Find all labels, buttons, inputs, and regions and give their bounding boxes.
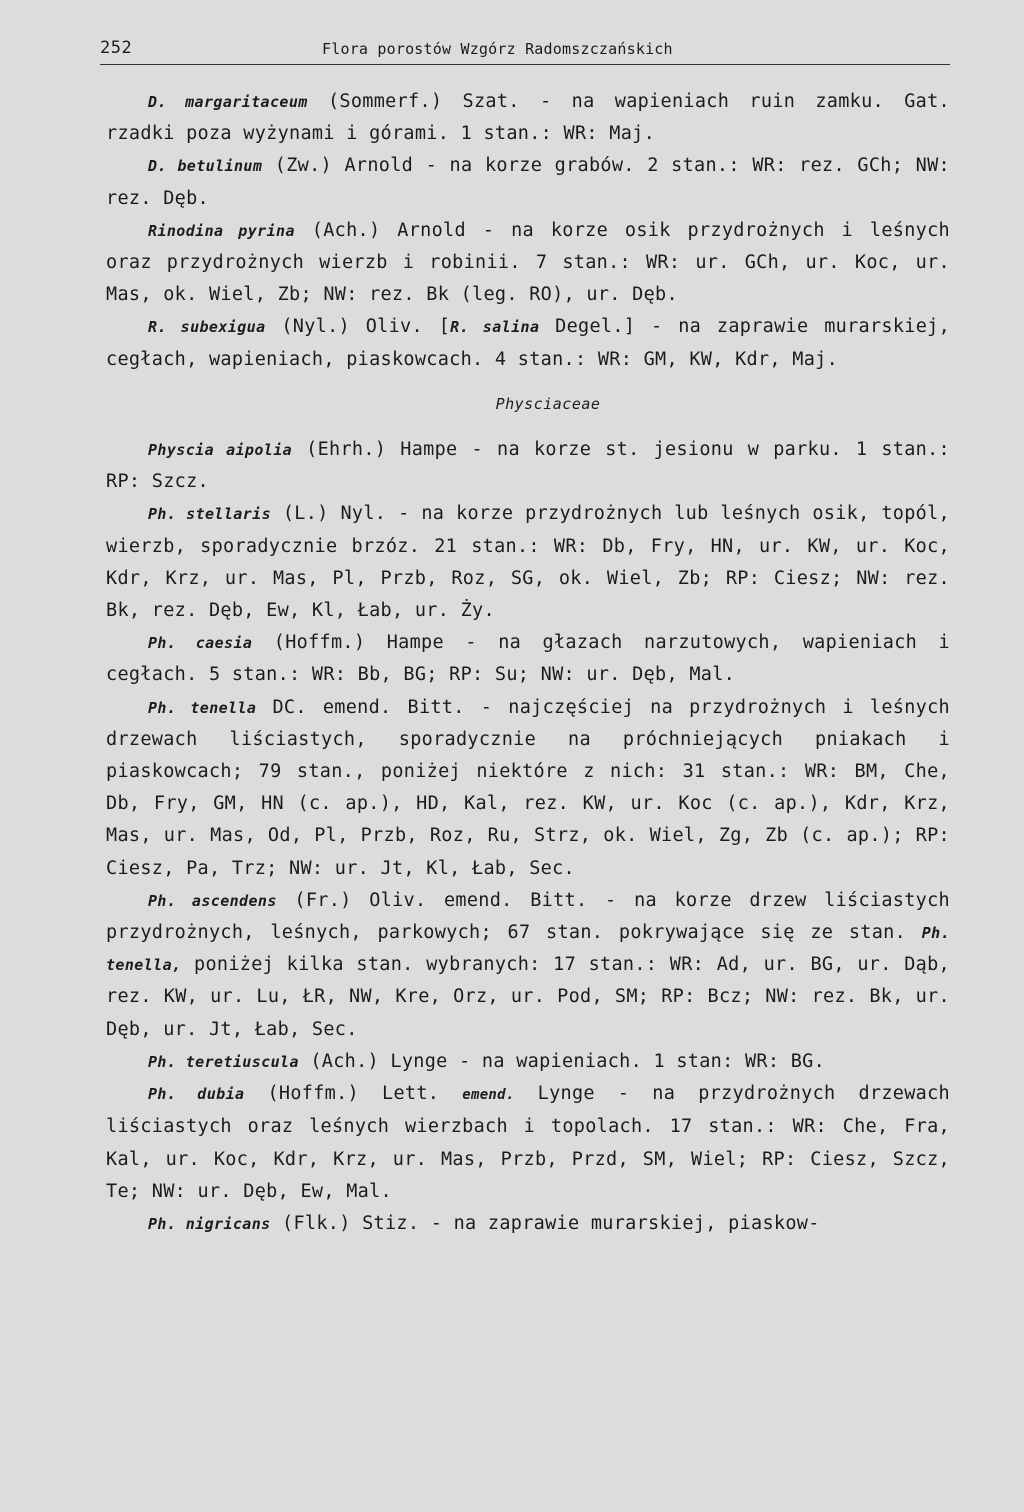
species-entry xyxy=(106,1046,950,1078)
species-text: (Nyl.) Oliv. [ xyxy=(265,316,451,338)
page-body xyxy=(106,86,950,1240)
species-entry xyxy=(106,215,950,312)
species-name: Ph. tenella xyxy=(148,698,257,717)
species-entry xyxy=(106,627,950,691)
species-text: (Ehrh.) Hampe - na korze st. jesionu w parku. 1 stan.: RP: Szcz. xyxy=(106,439,950,493)
species-entry xyxy=(106,434,950,498)
species-entry xyxy=(106,150,950,214)
species-entry xyxy=(106,1078,950,1208)
species-name: Rinodina pyrina xyxy=(148,221,295,240)
species-name: Ph. caesia xyxy=(148,634,253,653)
species-text: (Ach.) Arnold - na korze osik przydrożnych i leśnych oraz przydrożnych wierzb i robinii. 7 stan.: WR: ur. GCh, ur. Koc, ur. Mas, ok. Wiel, Zb; NW: rez. Bk (leg. RO), ur. Dęb. xyxy=(106,219,950,306)
species-entry xyxy=(106,692,950,885)
synonym-name: R. salina xyxy=(450,318,540,337)
species-text: (Fr.) Oliv. emend. Bitt. - na korze drzew liściastych przydrożnych, leśnych, parkowych; 67 stan. pokrywające się ze stan. xyxy=(106,889,950,944)
species-text: (Sommerf.) Szat. - na wapieniach ruin zamku. Gat. rzadki poza wyżynami i górami. 1 stan.: WR: Maj. xyxy=(106,91,950,145)
emend-word: emend. xyxy=(462,1087,515,1104)
species-text: (Flk.) Stiz. - na zaprawie murarskiej, piaskow- xyxy=(270,1212,820,1234)
species-entry xyxy=(106,1208,950,1240)
species-name: Physcia aipolia xyxy=(148,441,293,460)
species-name: D. margaritaceum xyxy=(148,93,308,111)
species-entry xyxy=(106,885,950,1046)
running-title: Flora porostów Wzgórz Radomszczańskich xyxy=(322,40,673,58)
family-heading: Physciaceae xyxy=(495,394,601,413)
species-text: Lynge - na przydrożnych drzewach liściastych oraz leśnych wierzbach i topolach. 17 stan.: WR: Che, Fra, Kal, ur. Koc, Kdr, Krz, ur. Mas, Przb, Przd, SM, Wiel; RP: Ciesz, Szcz, Te; NW: ur. Dęb, Ew, Mal. xyxy=(106,1083,950,1202)
species-name: Ph. teretiuscula xyxy=(148,1052,299,1071)
species-text: (Hoffm.) Hampe - na głazach narzutowych, wapieniach i cegłach. 5 stan.: WR: Bb, BG; RP: Su; NW: ur. Dęb, Mal. xyxy=(106,632,950,686)
species-text: (Hoffm.) Lett. xyxy=(244,1083,463,1105)
species-text: Degel.] - na zaprawie murarskiej, cegłach, wapieniach, piaskowcach. 4 stan.: WR: GM, KW, Kdr, Maj. xyxy=(106,316,951,370)
species-text: (Zw.) Arnold - na korze grabów. 2 stan.: WR: rez. GCh; NW: rez. Dęb. xyxy=(106,155,950,209)
synonym-name: Ph. tenella, xyxy=(106,924,950,975)
species-text: (L.) Nyl. - na korze przydrożnych lub leśnych osik, topól, wierzb, sporadycznie brzóz. 21 stan.: WR: Db, Fry, HN, ur. KW, ur. Koc, Kdr, Krz, ur. Mas, Pl, Przb, Roz, SG, ok. Wiel, Zb; RP: Ciesz; NW: rez. Bk, rez. Dęb, Ew, Kl, Łab, ur. Ży. xyxy=(106,503,950,622)
species-name: Ph. dubia xyxy=(148,1085,245,1104)
species-name: D. betulinum xyxy=(148,157,263,176)
species-entry xyxy=(106,311,950,375)
species-text: DC. emend. Bitt. - najczęściej na przydrożnych i leśnych drzewach liściastych, sporadycznie na próchniejących pniakach i piaskowcach; 79 stan., poniżej niektóre z nich: 31 stan.: WR: BM, Che, Db, Fry, GM, HN (c. ap.), HD, Kal, rez. KW, ur. Koc (c. ap.), Kdr, Krz, Mas, ur. Mas, Od, Pl, Przb, Roz, Ru, Strz, ok. Wiel, Zg, Zb (c. ap.); RP: Ciesz, Pa, Trz; NW: ur. Jt, Kl, Łab, Sec. xyxy=(106,696,950,879)
page-number: 252 xyxy=(100,38,133,58)
species-name: Ph. stellaris xyxy=(148,505,272,524)
species-text: (Ach.) Lynge - na wapieniach. 1 stan: WR: BG. xyxy=(298,1050,826,1072)
species-name: Ph. ascendens xyxy=(148,891,277,910)
species-entry xyxy=(106,86,950,150)
species-name: Ph. nigricans xyxy=(148,1214,271,1233)
species-text: poniżej kilka stan. wybranych: 17 stan.: WR: Ad, ur. BG, ur. Dąb, rez. KW, ur. Lu, ŁR, NW, Kre, Orz, ur. Pod, SM; RP: Bcz; NW: rez. Bk, ur. Dęb, ur. Jt, Łab, Sec. xyxy=(106,954,950,1040)
species-name: R. subexigua xyxy=(148,318,266,337)
species-entry xyxy=(106,498,950,627)
page-header xyxy=(100,36,950,65)
